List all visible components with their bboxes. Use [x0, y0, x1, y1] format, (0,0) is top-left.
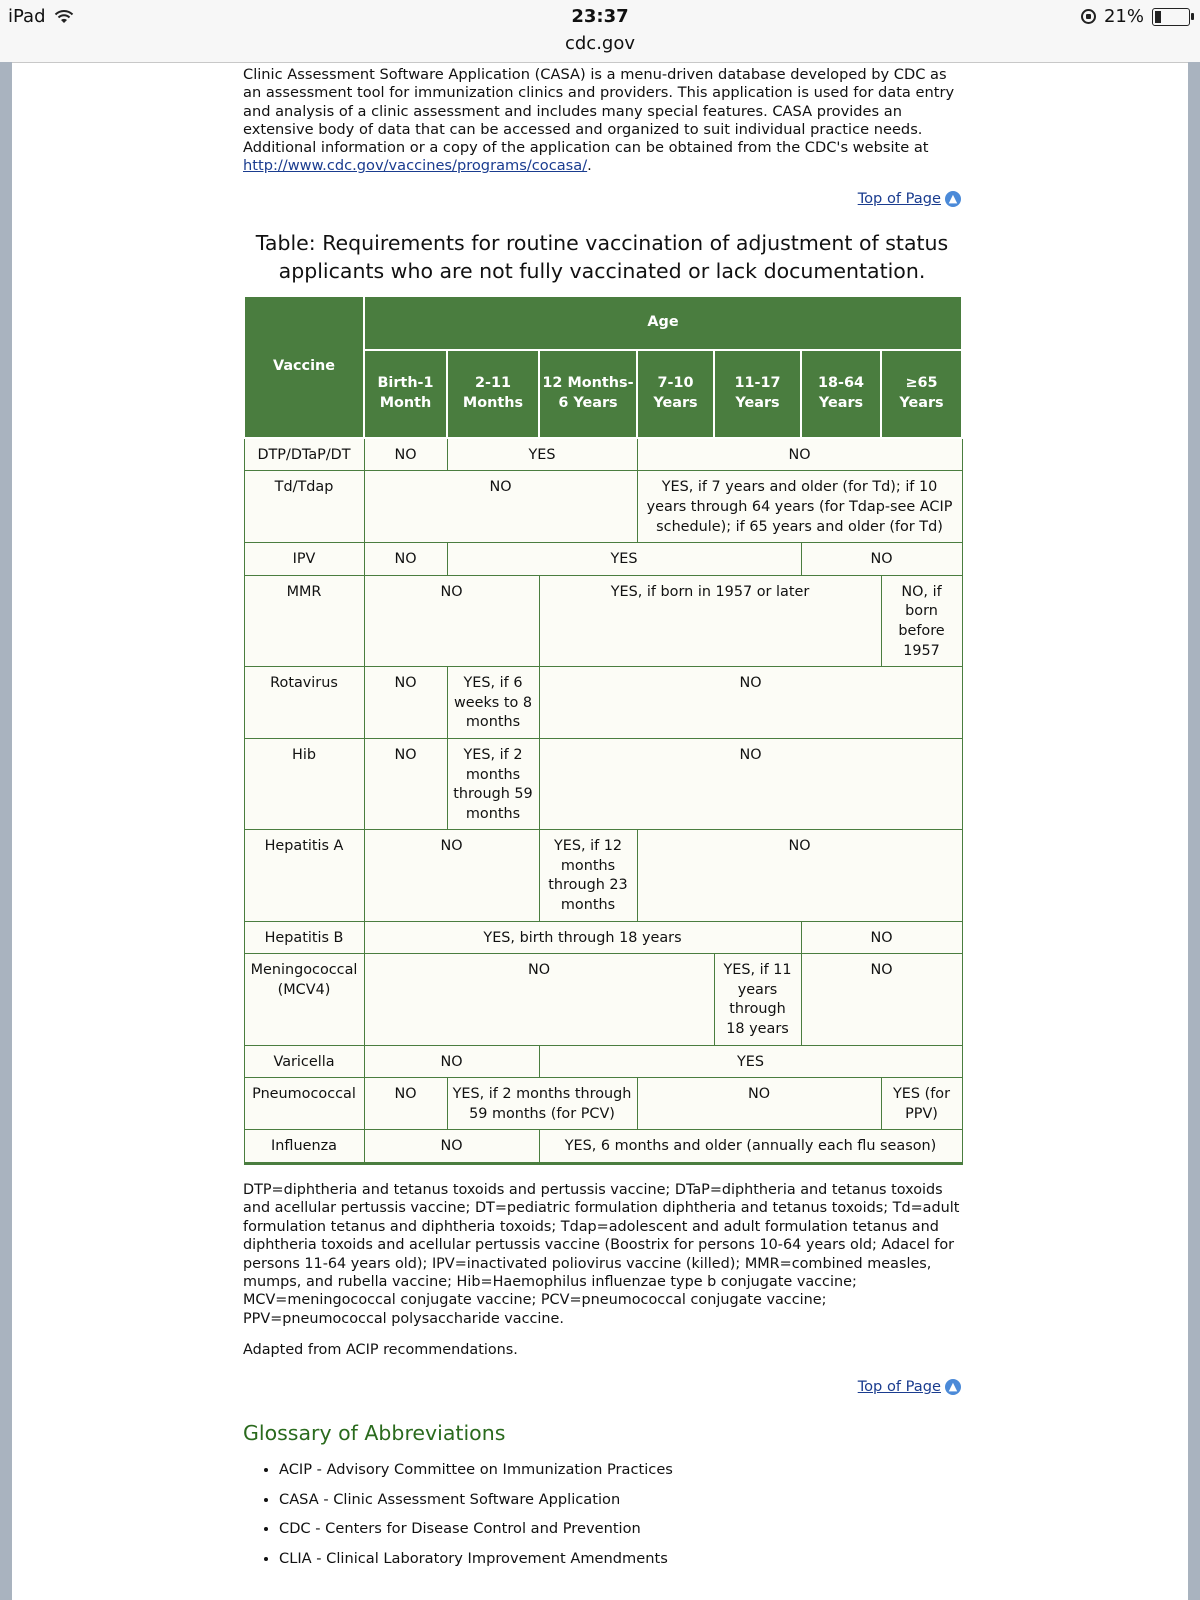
vaccine-name: IPV [244, 543, 364, 576]
arrow-up-icon[interactable]: ▲ [945, 1379, 961, 1395]
top-of-page-link[interactable]: Top of Page [857, 189, 941, 207]
header-age: Age [364, 296, 962, 350]
table-cell: YES, if 12 months through 23 months [539, 830, 637, 921]
battery-percent: 21% [1103, 6, 1144, 27]
vaccine-name: Hepatitis B [244, 921, 364, 954]
table-cell: NO [637, 830, 962, 921]
intro-paragraph [243, 66, 961, 176]
header-vaccine: Vaccine [244, 296, 364, 438]
table-cell: NO [364, 575, 539, 666]
adapted-note: Adapted from ACIP recommendations. [243, 1342, 518, 1359]
table-cell: NO [364, 830, 539, 921]
table-cell: YES, if 2 months through 59 months (for PCV) [447, 1078, 637, 1130]
table-cell: NO [364, 738, 447, 829]
table-row [244, 667, 962, 739]
table-cell: NO [364, 1045, 539, 1078]
table-row [244, 575, 962, 666]
glossary-heading: Glossary of Abbreviations [243, 1421, 506, 1446]
table-cell: NO [801, 954, 962, 1045]
vaccine-name: Varicella [244, 1045, 364, 1078]
page-edge-left [0, 62, 12, 1600]
table-cell: NO [364, 1078, 447, 1130]
vaccine-name: Hib [244, 738, 364, 829]
table-row [244, 738, 962, 829]
table-cell: YES, if 7 years and older (for Td); if 10 years through 64 years (for Tdap-see ACIP schedule); if 65 years and older (for Td) [637, 471, 962, 543]
page-edge-right [1188, 62, 1200, 1600]
table-cell: YES, if 11 years through 18 years [714, 954, 801, 1045]
table-cell: NO [364, 1130, 539, 1164]
table-cell: YES [447, 438, 637, 471]
table-cell: YES [539, 1045, 962, 1078]
device-label: iPad [8, 6, 46, 27]
status-bar [0, 0, 1200, 63]
age-18-64-years: 18-64 Years [801, 350, 881, 438]
table-cell: YES, if born in 1957 or later [539, 575, 881, 666]
table-cell: NO [364, 954, 714, 1045]
casa-link[interactable]: http://www.cdc.gov/vaccines/programs/cocasa/ [243, 157, 588, 175]
vaccine-name: Td/Tdap [244, 471, 364, 543]
vaccine-name: Meningococcal (MCV4) [244, 954, 364, 1045]
vaccine-name: Pneumococcal [244, 1078, 364, 1130]
age-7-10-years: 7-10 Years [637, 350, 714, 438]
rotation-lock-icon [1081, 9, 1096, 24]
table-cell: YES (for PPV) [881, 1078, 962, 1130]
vaccine-name: Hepatitis A [244, 830, 364, 921]
table-cell: NO [364, 543, 447, 576]
table-row [244, 954, 962, 1045]
table-row [244, 1078, 962, 1130]
table-row [244, 438, 962, 471]
abbreviation-notes: DTP=diphtheria and tetanus toxoids and pertussis vaccine; DTaP=diphtheria and tetanus toxoids and acellular pertussis vaccine; DT=pediatric formulation diphtheria and tetanus toxoids; Td=adult formulation tetanus and diphtheria toxoids; Tdap=adolescent and adult formulation tetanus and diphtheria toxoids and acellular pertussis vaccine (Boostrix for persons 10-64 years old; Adacel for persons 11-64 years old); IPV=inactivated poliovirus vaccine (killed); MMR=combined measles, mumps, and rubella vaccine; Hib=Haemophilus influenzae type b conjugate vaccine; MCV=meningococcal conjugate vaccine; PCV=pneumococcal conjugate vaccine; PPV=pneumococcal polysaccharide vaccine. [243, 1182, 960, 1327]
glossary-list [243, 1455, 961, 1573]
table-cell: YES [447, 543, 801, 576]
table-cell: NO [364, 471, 637, 543]
age-2-11-months: 2-11 Months [447, 350, 539, 438]
battery-icon [1152, 8, 1190, 26]
table-cell: NO [539, 738, 962, 829]
vaccine-name: Influenza [244, 1130, 364, 1164]
table-row [244, 543, 962, 576]
age-65-plus-years: ≥65 Years [881, 350, 962, 438]
vaccine-name: DTP/DTaP/DT [244, 438, 364, 471]
page-content [243, 62, 961, 1573]
table-cell: YES, if 2 months through 59 months [447, 738, 539, 829]
top-of-page-2 [243, 1378, 961, 1395]
table-title: Table: Requirements for routine vaccination of adjustment of status applicants who are not fully vaccinated or lack documentation. [255, 230, 949, 283]
glossary-item: • ACIP - Advisory Committee on Immunization Practices [279, 1455, 961, 1485]
table-cell: YES, birth through 18 years [364, 921, 801, 954]
top-of-page-link[interactable]: Top of Page [857, 1378, 941, 1396]
top-of-page-1 [243, 190, 961, 207]
age-birth-1-month: Birth-1 Month [364, 350, 447, 438]
vaccine-name: Rotavirus [244, 667, 364, 739]
table-cell: NO, if born before 1957 [881, 575, 962, 666]
table-cell: NO [364, 667, 447, 739]
intro-text: Clinic Assessment Software Application (CASA) is a menu-driven database developed by CDC as an assessment tool for immunization clinics and providers. This application is used for data entry and analysis of a clinic assessment and includes many special features. CASA provides an extensive body of data that can be accessed and organized to suit individual practice needs. Additional information or a copy of the application can be obtained from the CDC's website at [243, 66, 955, 157]
table-row [244, 921, 962, 954]
table-cell: YES, 6 months and older (annually each flu season) [539, 1130, 962, 1164]
table-cell: NO [637, 438, 962, 471]
clock: 23:37 [571, 6, 629, 27]
table-row [244, 1130, 962, 1164]
vaccination-table [243, 295, 963, 1165]
table-row [244, 1045, 962, 1078]
glossary-item: • CASA - Clinic Assessment Software Application [279, 1485, 961, 1515]
table-cell: NO [801, 543, 962, 576]
arrow-up-icon[interactable]: ▲ [945, 191, 961, 207]
table-cell: NO [364, 438, 447, 471]
table-row [244, 830, 962, 921]
status-right [1081, 6, 1190, 27]
table-cell: NO [539, 667, 962, 739]
intro-after-link: . [587, 157, 592, 175]
age-11-17-years: 11-17 Years [714, 350, 801, 438]
age-12-months-6-years: 12 Months-6 Years [539, 350, 637, 438]
glossary-item: • CLIA - Clinical Laboratory Improvement Amendments [279, 1544, 961, 1574]
table-cell: YES, if 6 weeks to 8 months [447, 667, 539, 739]
vaccine-name: MMR [244, 575, 364, 666]
address-bar[interactable]: cdc.gov [564, 33, 636, 54]
glossary-item: • CDC - Centers for Disease Control and Prevention [279, 1514, 961, 1544]
table-cell: NO [637, 1078, 881, 1130]
table-cell: NO [801, 921, 962, 954]
table-row [244, 471, 962, 543]
